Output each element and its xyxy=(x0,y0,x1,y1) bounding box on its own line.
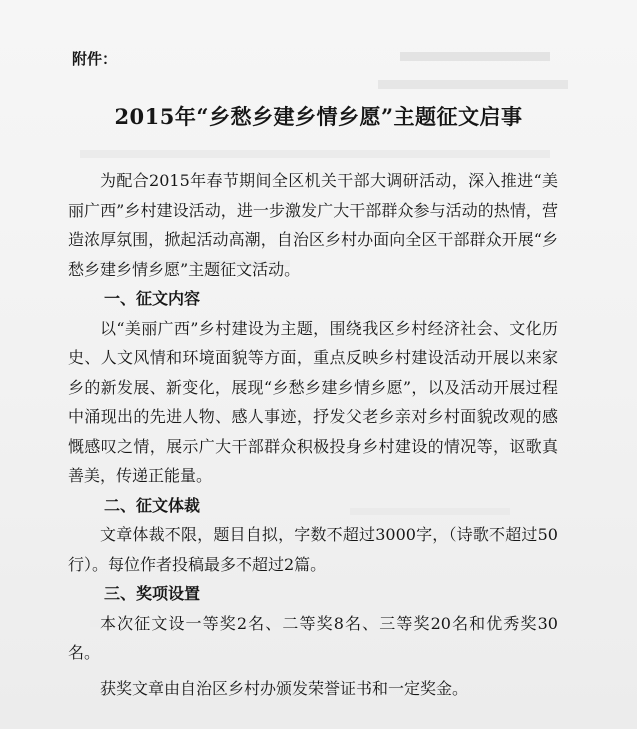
section-heading-content: 一、征文内容 xyxy=(104,289,201,308)
section-paragraph: 文章体裁不限，题目自拟，字数不超过3000字，（诗歌不超过50行）。每位作者投稿最多不超过2篇。 xyxy=(68,525,558,574)
section-paragraph: 获奖文章由自治区乡村办颁发荣誉证书和一定奖金。 xyxy=(100,678,469,698)
bleed-through-line xyxy=(400,52,550,61)
section-heading-awards: 三、奖项设置 xyxy=(104,584,201,603)
section-paragraph: 以“美丽广西”乡村建设为主题，围绕我区乡村经济社会、文化历史、人文风情和环境面貌等方面，重点反映乡村建设活动开展以来家乡的新发展、新变化，展现“乡愁乡建乡情乡愿”，以及活动开展过程中涌现出的先进人物、感人事迹，抒发父老乡亲对乡村面貌改观的感慨感叹之情，展示广大干部群众积极投身乡村建设的情况等，讴歌真善美，传递正能量。 xyxy=(68,318,558,485)
section-heading-genre: 二、征文体裁 xyxy=(104,495,201,515)
document-body xyxy=(68,166,558,703)
bleed-through-line xyxy=(80,150,550,158)
attachment-label: 附件： xyxy=(72,50,118,68)
section-paragraph: 本次征文设一等奖2名、二等奖8名、三等奖20名和优秀奖30名。 xyxy=(68,613,558,662)
document-title: 2015年“乡愁乡建乡情乡愿”主题征文启事 xyxy=(114,104,523,129)
bleed-through-line xyxy=(378,80,568,89)
intro-paragraph: 为配合2015年春节期间全区机关干部大调研活动，深入推进“美丽广西”乡村建设活动，进一步激发广大干部群众参与活动的热情，营造浓厚氛围，掀起活动高潮，自治区乡村办面向全区干部群众开展“乡愁乡建乡情乡愿”主题征文活动。 xyxy=(68,171,558,279)
